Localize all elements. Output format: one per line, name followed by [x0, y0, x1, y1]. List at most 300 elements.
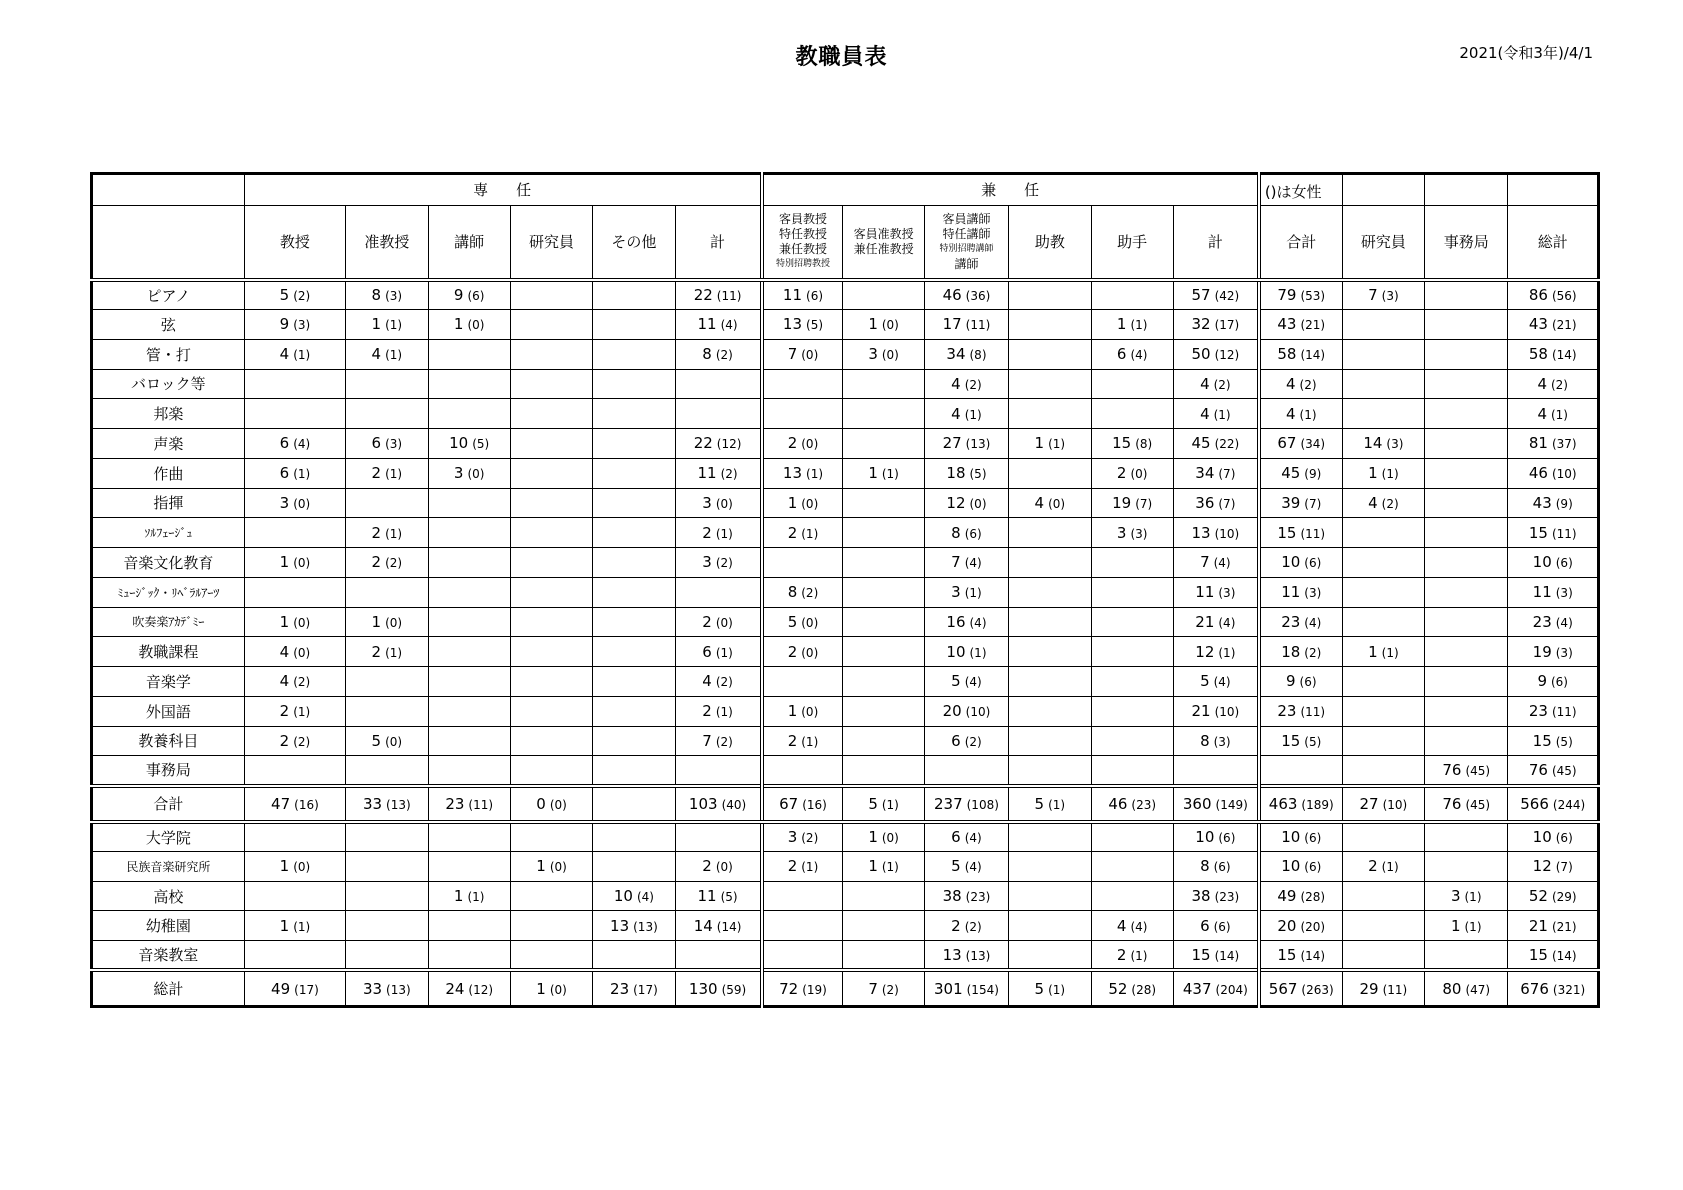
value-cell — [1091, 488, 1173, 518]
value-cell — [510, 970, 592, 1006]
count-value: 34 — [946, 345, 966, 364]
female-count: (22) — [1214, 437, 1240, 452]
female-count: (0) — [293, 645, 311, 660]
female-count: (1) — [881, 467, 899, 482]
value-cell — [428, 607, 510, 637]
female-count: (7) — [1304, 496, 1322, 511]
female-count: (1) — [964, 586, 982, 601]
value-cell — [1009, 726, 1091, 756]
female-count: (10) — [1382, 797, 1408, 812]
value-cell — [924, 756, 1008, 786]
value-cell — [1259, 786, 1342, 822]
value-cell — [346, 881, 428, 911]
row-label: 幼稚園 — [92, 911, 245, 941]
value-cell — [924, 941, 1008, 971]
table-row — [92, 881, 1599, 911]
female-count: (4) — [720, 318, 738, 333]
value-cell — [1508, 851, 1599, 881]
value-cell — [1173, 637, 1258, 667]
female-count: (23) — [965, 890, 991, 904]
value-cell — [428, 970, 510, 1006]
value-cell — [762, 756, 843, 786]
female-count: (7) — [1555, 860, 1573, 875]
value-cell — [924, 339, 1008, 369]
female-count: (17) — [294, 982, 319, 997]
value-cell — [1508, 518, 1599, 548]
count-value: 8 — [702, 345, 712, 364]
count-value: 2 — [279, 702, 290, 721]
female-count: (1) — [1213, 407, 1231, 422]
column-header-line: 特任教授 — [778, 226, 827, 241]
value-cell — [346, 756, 428, 786]
female-count: (2) — [1213, 377, 1231, 392]
female-count: (1) — [801, 860, 819, 875]
count-value: 21 — [1195, 612, 1215, 631]
value-cell — [1425, 548, 1508, 578]
count-value: 15 — [1277, 945, 1297, 964]
value-cell — [510, 339, 592, 369]
value-cell — [1009, 851, 1091, 881]
value-cell — [1091, 851, 1173, 881]
count-value: 2 — [1116, 945, 1127, 964]
value-cell — [1009, 488, 1091, 518]
female-count: (0) — [801, 496, 819, 511]
value-cell — [1259, 756, 1342, 786]
value-cell — [593, 667, 675, 697]
table-row — [92, 518, 1599, 548]
value-cell — [593, 970, 675, 1006]
column-header: 教授 — [244, 205, 345, 279]
value-cell — [1173, 822, 1258, 852]
value-cell — [1091, 881, 1173, 911]
count-value: 43 — [1277, 315, 1297, 334]
value-cell — [1425, 726, 1508, 756]
count-value: 15 — [1281, 731, 1301, 750]
value-cell — [1009, 756, 1091, 786]
count-value: 20 — [1277, 916, 1297, 935]
count-value: 15 — [1277, 523, 1297, 542]
value-cell — [1425, 637, 1508, 667]
table-row — [92, 488, 1599, 518]
value-cell — [675, 756, 761, 786]
value-cell — [1342, 696, 1424, 726]
count-value: 2 — [787, 857, 798, 876]
female-count: (6) — [1550, 675, 1568, 690]
female-count: (29) — [1551, 890, 1577, 904]
value-cell — [762, 822, 843, 852]
value-cell — [843, 970, 924, 1006]
value-cell — [510, 518, 592, 548]
count-value: 10 — [613, 887, 633, 905]
sum-row — [92, 786, 1599, 822]
count-value: 38 — [942, 887, 962, 905]
value-cell — [1009, 941, 1091, 971]
count-value: 2 — [279, 731, 290, 750]
female-count: (2) — [801, 831, 819, 846]
value-cell — [762, 637, 843, 667]
value-cell — [1259, 488, 1342, 518]
table-row — [92, 429, 1599, 459]
header-column-row — [92, 205, 1599, 279]
value-cell — [1091, 637, 1173, 667]
value-cell — [924, 429, 1008, 459]
female-count: (0) — [549, 982, 567, 997]
value-cell — [1173, 607, 1258, 637]
value-cell — [762, 881, 843, 911]
count-value: 4 — [371, 345, 382, 364]
count-value: 5 — [868, 794, 878, 813]
count-value: 8 — [1200, 857, 1210, 876]
column-header: 計 — [1173, 205, 1258, 279]
female-count: (11) — [716, 289, 742, 304]
female-count: (7) — [1218, 496, 1236, 511]
table-row — [92, 851, 1599, 881]
female-count: (5) — [969, 467, 987, 482]
value-cell — [843, 667, 924, 697]
value-cell — [1009, 369, 1091, 399]
count-value: 2 — [371, 642, 382, 661]
value-cell — [762, 548, 843, 578]
value-cell — [1259, 518, 1342, 548]
female-count: (8) — [1135, 437, 1153, 452]
female-count: (0) — [801, 348, 819, 363]
value-cell — [1508, 970, 1599, 1006]
value-cell — [593, 310, 675, 340]
female-count: (321) — [1552, 982, 1586, 997]
value-cell — [593, 911, 675, 941]
value-cell — [346, 726, 428, 756]
row-label: 邦楽 — [92, 399, 245, 429]
value-cell — [428, 726, 510, 756]
value-cell — [1259, 339, 1342, 369]
value-cell — [1508, 369, 1599, 399]
value-cell — [1173, 339, 1258, 369]
value-cell — [843, 637, 924, 667]
female-count: (19) — [802, 982, 827, 997]
count-value: 3 — [702, 553, 712, 572]
value-cell — [510, 726, 592, 756]
count-value: 10 — [449, 434, 469, 453]
female-count: (1) — [715, 705, 733, 720]
value-cell — [1425, 851, 1508, 881]
count-value: 5 — [787, 612, 798, 631]
count-value: 2 — [787, 642, 798, 661]
value-cell — [346, 280, 428, 310]
count-value: 13 — [610, 916, 630, 935]
value-cell — [675, 911, 761, 941]
value-cell — [1091, 429, 1173, 459]
value-cell — [762, 667, 843, 697]
value-cell — [1259, 577, 1342, 607]
group-header-sen: 専任 — [244, 174, 761, 206]
value-cell — [428, 577, 510, 607]
female-count: (5) — [472, 437, 490, 452]
value-cell — [843, 756, 924, 786]
value-cell — [428, 667, 510, 697]
value-cell — [1508, 756, 1599, 786]
female-count: (0) — [467, 467, 485, 482]
count-value: 19 — [1532, 642, 1552, 661]
count-value: 5 — [1034, 794, 1045, 813]
count-value: 23 — [1281, 612, 1301, 631]
grand-total-row — [92, 970, 1599, 1006]
value-cell — [1091, 911, 1173, 941]
value-cell — [675, 696, 761, 726]
count-value: 5 — [951, 857, 961, 876]
value-cell — [428, 339, 510, 369]
value-cell — [1342, 310, 1424, 340]
count-value: 45 — [1281, 464, 1301, 483]
count-value: 3 — [1450, 887, 1461, 905]
count-value: 43 — [1532, 493, 1552, 512]
value-cell — [1009, 911, 1091, 941]
value-cell — [346, 310, 428, 340]
value-cell — [1508, 911, 1599, 941]
value-cell — [1091, 310, 1173, 340]
count-value: 12 — [1195, 642, 1215, 661]
count-value: 76 — [1528, 760, 1548, 779]
value-cell — [1342, 607, 1424, 637]
count-value: 2 — [702, 612, 712, 631]
value-cell — [346, 970, 428, 1006]
count-value: 1 — [1450, 916, 1461, 935]
value-cell — [1508, 310, 1599, 340]
row-label: 音楽教室 — [92, 941, 245, 971]
female-count: (2) — [1299, 377, 1317, 392]
row-label: 総計 — [92, 970, 245, 1006]
value-cell — [346, 786, 428, 822]
female-count: (3) — [1304, 586, 1322, 601]
row-label: 作曲 — [92, 458, 245, 488]
female-count: (40) — [721, 797, 747, 812]
value-cell — [1259, 726, 1342, 756]
value-cell — [843, 548, 924, 578]
count-value: 3 — [702, 493, 712, 512]
value-cell — [1173, 851, 1258, 881]
value-cell — [1009, 607, 1091, 637]
column-header-line: 客員教授 — [778, 211, 827, 226]
value-cell — [1425, 518, 1508, 548]
value-cell — [244, 726, 345, 756]
count-value: 36 — [1195, 493, 1215, 512]
female-count: (11) — [1551, 526, 1577, 541]
value-cell — [346, 822, 428, 852]
value-cell — [244, 637, 345, 667]
value-cell — [843, 941, 924, 971]
value-cell — [1508, 458, 1599, 488]
count-value: 12 — [1532, 857, 1552, 876]
value-cell — [675, 280, 761, 310]
female-count: (13) — [965, 948, 991, 963]
value-cell — [762, 970, 843, 1006]
value-cell — [843, 369, 924, 399]
count-value: 23 — [1528, 702, 1548, 721]
value-cell — [428, 399, 510, 429]
value-cell — [510, 786, 592, 822]
value-cell — [244, 786, 345, 822]
female-count: (1) — [1381, 860, 1399, 875]
count-value: 11 — [1195, 583, 1215, 602]
value-cell — [428, 369, 510, 399]
value-cell — [843, 458, 924, 488]
female-count: (0) — [969, 496, 987, 511]
female-count: (1) — [293, 348, 311, 363]
corner-cell — [92, 205, 245, 279]
value-cell — [244, 851, 345, 881]
value-cell — [843, 851, 924, 881]
female-count: (1) — [293, 467, 311, 482]
value-cell — [843, 310, 924, 340]
value-cell — [244, 970, 345, 1006]
count-value: 34 — [1195, 464, 1215, 483]
count-value: 46 — [942, 286, 962, 305]
value-cell — [1091, 941, 1173, 971]
count-value: 3 — [787, 828, 798, 847]
value-cell — [428, 851, 510, 881]
value-cell — [1342, 911, 1424, 941]
female-count: (12) — [1214, 348, 1240, 363]
female-count: (6) — [964, 526, 982, 541]
female-count: (2) — [293, 289, 311, 304]
female-count: (42) — [1214, 289, 1240, 304]
count-value: 301 — [933, 979, 963, 998]
female-count: (2) — [964, 919, 982, 934]
count-value: 10 — [1532, 553, 1552, 572]
value-cell — [244, 458, 345, 488]
value-cell — [762, 911, 843, 941]
value-cell — [924, 851, 1008, 881]
value-cell — [1173, 518, 1258, 548]
value-cell — [675, 881, 761, 911]
female-count: (11) — [1300, 705, 1326, 720]
female-count: (4) — [1555, 615, 1573, 630]
value-cell — [675, 458, 761, 488]
value-cell — [1091, 399, 1173, 429]
value-cell — [675, 786, 761, 822]
female-count: (108) — [966, 797, 999, 812]
female-count: (3) — [1130, 526, 1148, 541]
value-cell — [675, 637, 761, 667]
value-cell — [1342, 429, 1424, 459]
value-cell — [593, 429, 675, 459]
female-count: (6) — [1555, 556, 1573, 571]
value-cell — [1091, 822, 1173, 852]
count-value: 9 — [1537, 672, 1547, 691]
row-label: 民族音楽研究所 — [92, 851, 245, 881]
value-cell — [1425, 696, 1508, 726]
count-value: 2 — [787, 523, 798, 542]
value-cell — [1091, 369, 1173, 399]
count-value: 6 — [702, 642, 712, 661]
count-value: 5 — [1200, 672, 1210, 691]
row-label: 合計 — [92, 786, 245, 822]
female-count: (17) — [633, 982, 658, 997]
value-cell — [843, 488, 924, 518]
value-cell — [1009, 577, 1091, 607]
value-cell — [1508, 637, 1599, 667]
female-count: (2) — [385, 556, 403, 571]
value-cell — [593, 786, 675, 822]
female-count: (2) — [293, 734, 311, 749]
female-count: (1) — [1299, 407, 1317, 422]
row-label: 事務局 — [92, 756, 245, 786]
value-cell — [924, 548, 1008, 578]
value-cell — [924, 970, 1008, 1006]
table-row — [92, 280, 1599, 310]
count-value: 52 — [1108, 979, 1128, 998]
column-header — [843, 205, 924, 279]
blank-header-cell — [1425, 174, 1508, 206]
female-count: (4) — [969, 615, 987, 630]
value-cell — [1009, 637, 1091, 667]
count-value: 4 — [279, 642, 290, 661]
value-cell — [762, 339, 843, 369]
female-count: (4) — [1130, 348, 1148, 363]
count-value: 2 — [702, 702, 712, 721]
count-value: 1 — [1368, 464, 1378, 483]
count-value: 13 — [782, 315, 803, 334]
value-cell — [244, 667, 345, 697]
count-value: 5 — [951, 672, 961, 691]
female-count: (6) — [1218, 831, 1236, 846]
value-cell — [1425, 310, 1508, 340]
female-count: (5) — [1304, 734, 1322, 749]
female-count: (23) — [1214, 890, 1240, 904]
value-cell — [1091, 607, 1173, 637]
staff-table — [90, 172, 1600, 1008]
table-row — [92, 577, 1599, 607]
value-cell — [346, 851, 428, 881]
count-value: 0 — [536, 794, 546, 813]
value-cell — [843, 881, 924, 911]
value-cell — [593, 518, 675, 548]
value-cell — [1508, 786, 1599, 822]
female-count: (7) — [1135, 496, 1153, 511]
count-value: 1 — [787, 702, 798, 721]
female-count: (1) — [1130, 318, 1148, 333]
value-cell — [924, 518, 1008, 548]
female-count: (17) — [1214, 318, 1240, 333]
column-header: 准教授 — [346, 205, 428, 279]
value-cell — [593, 458, 675, 488]
value-cell — [924, 310, 1008, 340]
female-count: (13) — [386, 982, 411, 997]
female-count: (0) — [801, 437, 819, 452]
value-cell — [675, 577, 761, 607]
value-cell — [1342, 726, 1424, 756]
count-value: 1 — [279, 612, 290, 631]
value-cell — [1009, 310, 1091, 340]
female-count: (4) — [964, 556, 982, 571]
female-count: (1) — [715, 645, 733, 660]
value-cell — [1173, 911, 1258, 941]
female-count: (6) — [1213, 919, 1231, 934]
count-value: 52 — [1528, 887, 1548, 905]
count-value: 1 — [868, 828, 878, 847]
column-header-subline: 特別招聘講師 — [939, 243, 994, 254]
value-cell — [762, 726, 843, 756]
count-value: 1 — [1034, 434, 1045, 453]
value-cell — [1091, 577, 1173, 607]
value-cell — [510, 488, 592, 518]
value-cell — [244, 280, 345, 310]
value-cell — [1259, 667, 1342, 697]
row-label: 管・打 — [92, 339, 245, 369]
count-value: 79 — [1277, 286, 1297, 305]
table-row — [92, 667, 1599, 697]
value-cell — [762, 399, 843, 429]
female-count: (14) — [1214, 948, 1240, 963]
